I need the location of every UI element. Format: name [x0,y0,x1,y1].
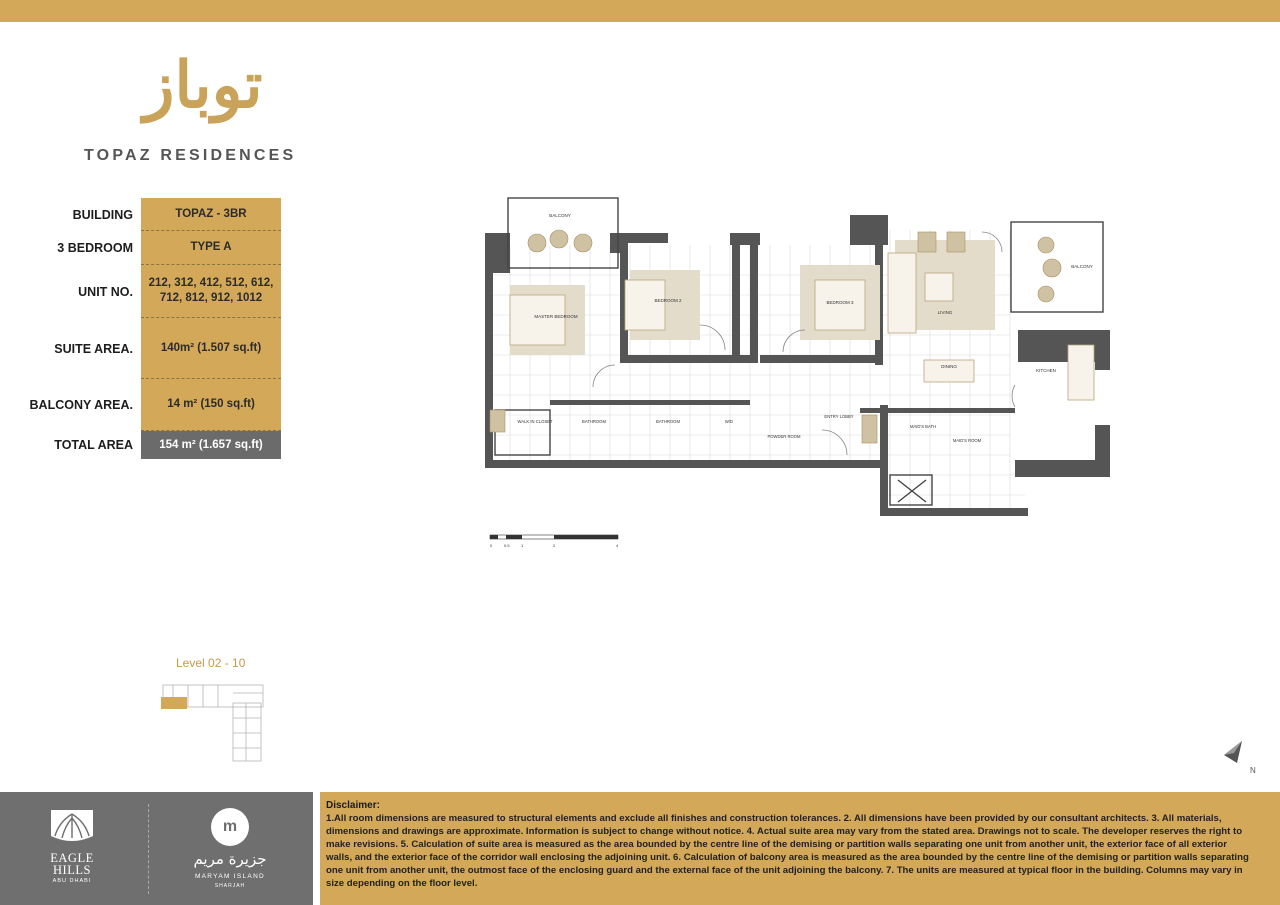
maryam-island-arabic: جزيرة مريم [193,850,267,868]
eagle-hills-logo-icon [49,806,95,846]
brand-title: TOPAZ RESIDENCES [84,147,297,164]
spec-label: SUITE AREA. [54,341,133,356]
svg-text:N: N [1250,766,1256,775]
top-banner [0,0,1280,22]
eagle-hills-name [38,852,106,876]
spec-label: 3 BEDROOM [57,241,133,255]
spec-label: BUILDING [72,207,133,222]
scale-tick-label: 2 [553,543,556,548]
room-label: ENTRY LOBBY [824,414,854,419]
spec-row-total-area [20,431,282,459]
level-label: Level 02 - 10 [176,656,246,670]
spec-row-balcony-area [20,379,282,431]
north-arrow-icon [1220,735,1262,777]
room-label: DINING [941,364,957,369]
maryam-island-name: MARYAM ISLAND [194,873,266,880]
room-label: MASTER BEDROOM [534,314,578,319]
eagle-hills-line1: EAGLE [50,851,94,865]
spec-label: UNIT NO. [78,284,133,299]
spec-row-unit-no [20,265,282,318]
room-label: BEDROOM 3 [826,300,854,305]
spec-value: 140m² (1.507 sq.ft) [141,318,281,379]
room-label: WALK IN CLOSET [517,419,553,424]
floor-plan-drawing [470,190,1120,550]
spec-row-building [20,198,282,231]
disclaimer-title: Disclaimer: [326,800,380,811]
scale-tick-label: 4 [616,543,619,548]
spec-table [20,198,282,459]
room-label: MAID'S ROOM [952,438,982,443]
room-label: BATHROOM [582,419,606,424]
maryam-island-sub: SHARJAH [214,883,246,889]
room-label: MAID'S BATH [909,424,937,429]
eagle-hills-sub: ABU DHABI [52,878,92,884]
spec-label: BALCONY AREA. [29,398,133,412]
eagle-hills-line2: HILLS [53,863,91,877]
room-label: POWDER ROOM [767,434,801,439]
scale-tick-label: 0.5 [504,543,510,548]
room-label: KITCHEN [1036,368,1056,373]
footer-logos [0,792,313,905]
room-label: W/D [724,419,734,424]
scale-tick-label: 0 [490,543,493,548]
disclaimer-text: 1.All room dimensions are measured to structural elements and exclude all finishes and construction tolerances. 2. All dimensions have been provided by our consultant architects. 3. All materials, dimensions and drawings are approximate. Information is subject to change without notice. 4. Actual suite area may vary from the stated area. Drawings not to scale. The developer reserves the right to make revisions. 5. Calculation of suite area is measured as the area bounded by the centre line of the demising or partition walls separating one unit from another unit, the exterior face of all exterior walls, and the exterior face of the corridor wall enclosing the adjoining unit. 6. Calculation of balcony area is measured as the area bounded by the centre line of the demising or partition walls separating one unit from another unit, the outmost face of the enclosing guard and the external face of the unit adjoining the balcony. 7. The units are measured at typical floor in the building. Columns may vary in size depending on the floor level. [326,813,1249,889]
disclaimer-panel [320,792,1280,905]
footer-divider [148,804,149,894]
key-plan-image [158,683,268,763]
spec-row-type [20,231,282,265]
room-label: BATHROOM [656,419,680,424]
spec-value: 14 m² (150 sq.ft) [141,379,281,431]
room-label: LIVING [937,310,953,315]
scale-tick-label: 1 [521,543,524,548]
scale-bar [490,535,619,548]
room-label: BALCONY [549,213,571,218]
room-label: BALCONY [1071,264,1093,269]
spec-value: TOPAZ - 3BR [141,198,281,231]
spec-row-suite-area [20,318,282,379]
spec-label: TOTAL AREA [54,438,133,452]
room-label: BEDROOM 2 [654,298,682,303]
maryam-island-logo-icon: m [211,808,249,846]
topaz-logo-arabic: توباز [143,48,263,123]
spec-value: 212, 312, 412, 512, 612, 712, 812, 912, 1012 [141,265,281,318]
spec-value: TYPE A [141,231,281,265]
spec-value: 154 m² (1.657 sq.ft) [141,431,281,459]
